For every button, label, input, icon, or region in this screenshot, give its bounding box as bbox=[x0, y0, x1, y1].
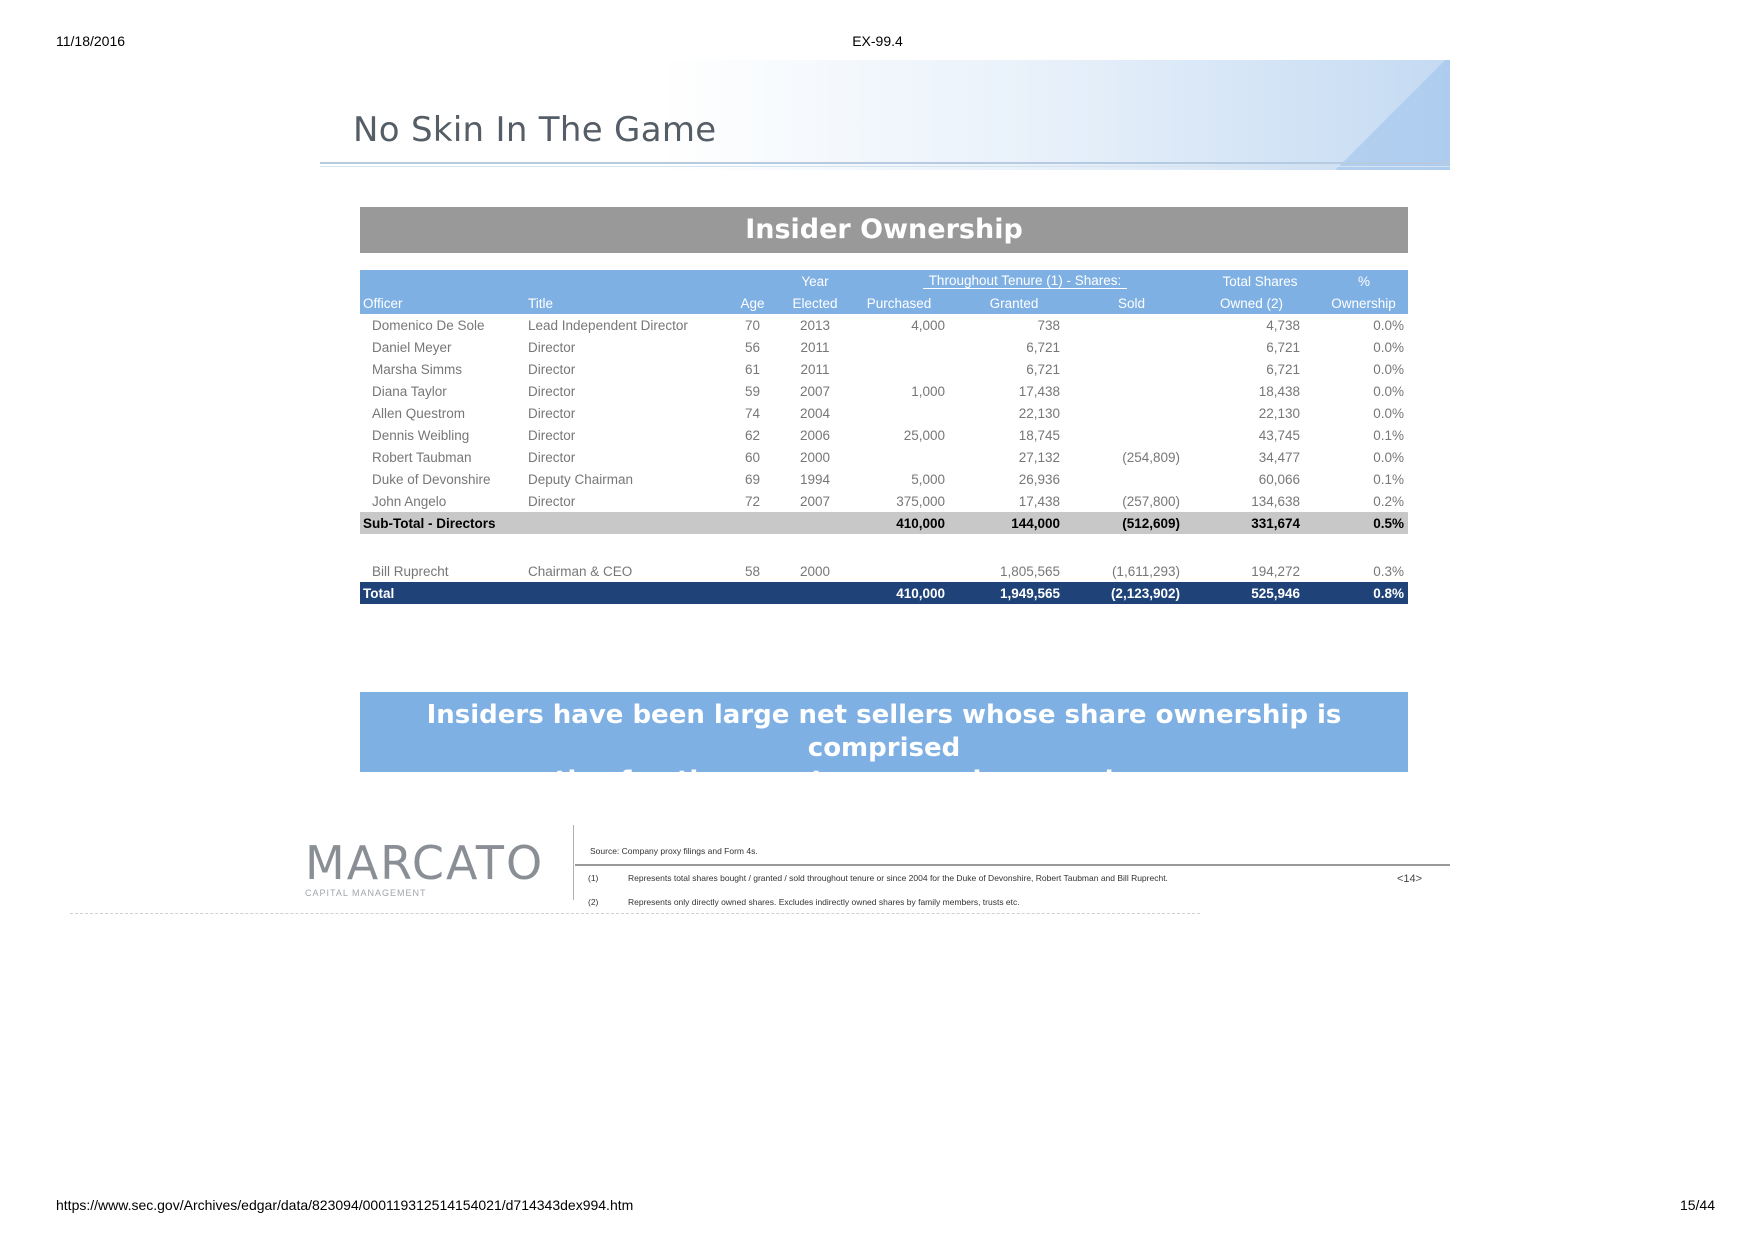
cell-year: 2000 bbox=[799, 449, 831, 465]
header-officer: Officer bbox=[360, 292, 525, 314]
cell-title: Director bbox=[528, 383, 576, 399]
cell-sold: (1,611,293) bbox=[1111, 563, 1180, 579]
cell-age: 61 bbox=[744, 361, 761, 377]
cell-granted: 27,132 bbox=[1018, 449, 1060, 465]
section-title: Insider Ownership bbox=[360, 207, 1408, 253]
cell-pct: 0.0% bbox=[1373, 317, 1404, 333]
title-rule-secondary bbox=[320, 166, 1450, 167]
cell-pct: 0.1% bbox=[1373, 427, 1404, 443]
cell-owned: 4,738 bbox=[1266, 317, 1300, 333]
table-row bbox=[360, 314, 1408, 336]
cell-age: 59 bbox=[744, 383, 761, 399]
header-pct: % bbox=[1320, 270, 1408, 292]
cell-purchased: 1,000 bbox=[911, 383, 945, 399]
cell-granted: 17,438 bbox=[1018, 383, 1060, 399]
ceo-row bbox=[360, 560, 1408, 582]
cell-officer: Robert Taubman bbox=[372, 449, 472, 465]
table-row bbox=[360, 446, 1408, 468]
cell-age: 60 bbox=[744, 449, 761, 465]
logo-name: MARCATO bbox=[305, 836, 545, 890]
footnote-text: Represents total shares bought / granted / sold throughout tenure or since 2004 for the Duke of Devonshire, Robert Taubman and Bill Ruprecht. bbox=[628, 873, 1168, 883]
insider-ownership-table bbox=[360, 270, 1408, 604]
cell-pct: 0.0% bbox=[1373, 339, 1404, 355]
cell-purchased bbox=[850, 336, 965, 358]
table-row bbox=[360, 402, 1408, 424]
callout-box bbox=[360, 692, 1408, 796]
table-row bbox=[360, 490, 1408, 512]
footnote-number: (2) bbox=[588, 897, 599, 907]
cell-title: Deputy Chairman bbox=[528, 471, 634, 487]
cell-pct: 0.3% bbox=[1373, 563, 1404, 579]
cell-year: 2011 bbox=[800, 339, 830, 355]
cell-sold bbox=[1080, 424, 1200, 446]
header-title: Title bbox=[525, 292, 725, 314]
table-header bbox=[360, 292, 1408, 314]
cell-granted: 738 bbox=[1037, 317, 1060, 333]
cell-purchased: 25,000 bbox=[903, 427, 945, 443]
cell-age: 62 bbox=[744, 427, 761, 443]
header-age: Age bbox=[725, 292, 780, 314]
source-note: Source: Company proxy filings and Form 4s. bbox=[590, 846, 758, 856]
cell-granted: 18,745 bbox=[1018, 427, 1060, 443]
header-ownership: Ownership bbox=[1320, 292, 1408, 314]
cell-title: Director bbox=[528, 339, 576, 355]
cell-year: 2011 bbox=[800, 361, 830, 377]
subtotal-owned: 331,674 bbox=[1200, 512, 1320, 534]
print-url: https://www.sec.gov/Archives/edgar/data/823094/000119312514154021/d714343dex994.htm bbox=[56, 1197, 634, 1213]
cell-owned: 134,638 bbox=[1251, 493, 1300, 509]
title-rule bbox=[320, 162, 1450, 164]
cell-officer: John Angelo bbox=[372, 493, 447, 509]
cell-owned: 6,721 bbox=[1266, 361, 1300, 377]
subtotal-row bbox=[360, 512, 1408, 534]
cell-pct: 0.0% bbox=[1373, 361, 1404, 377]
slide-title: No Skin In The Game bbox=[353, 110, 717, 150]
cell-sold bbox=[1080, 314, 1200, 336]
cell-purchased: 4,000 bbox=[911, 317, 945, 333]
cell-age: 56 bbox=[744, 339, 761, 355]
spacer-row bbox=[360, 534, 1408, 560]
print-date: 11/18/2016 bbox=[56, 33, 126, 49]
cell-sold bbox=[1080, 468, 1200, 490]
cell-pct: 0.0% bbox=[1373, 405, 1404, 421]
bottom-divider bbox=[70, 913, 1200, 914]
cell-granted: 17,438 bbox=[1018, 493, 1060, 509]
table-row bbox=[360, 380, 1408, 402]
cell-owned: 22,130 bbox=[1258, 405, 1300, 421]
cell-officer: Marsha Simms bbox=[372, 361, 463, 377]
cell-granted: 26,936 bbox=[1018, 471, 1060, 487]
cell-pct: 0.2% bbox=[1373, 493, 1404, 509]
slide-page-number: <14> bbox=[1397, 873, 1423, 885]
subtotal-pct: 0.5% bbox=[1320, 512, 1408, 534]
subtotal-granted: 144,000 bbox=[965, 512, 1080, 534]
cell-officer: Dennis Weibling bbox=[372, 427, 470, 443]
cell-title: Director bbox=[528, 405, 576, 421]
total-pct: 0.8% bbox=[1320, 582, 1408, 604]
table-row bbox=[360, 424, 1408, 446]
table-row bbox=[360, 336, 1408, 358]
cell-title: Director bbox=[528, 493, 576, 509]
cell-age: 72 bbox=[744, 493, 761, 509]
cell-owned: 60,066 bbox=[1258, 471, 1300, 487]
notes-rule bbox=[575, 864, 1450, 866]
header-year: Year bbox=[780, 270, 850, 292]
cell-officer: Diana Taylor bbox=[372, 383, 447, 399]
print-page-count: 15/44 bbox=[1679, 1197, 1715, 1213]
cell-granted: 1,805,565 bbox=[999, 563, 1060, 579]
cell-officer: Bill Ruprecht bbox=[372, 563, 449, 579]
header-purchased: Purchased bbox=[850, 292, 965, 314]
cell-owned: 18,438 bbox=[1258, 383, 1300, 399]
total-purchased: 410,000 bbox=[850, 582, 965, 604]
subtotal-sold: (512,609) bbox=[1080, 512, 1200, 534]
footnote-1 bbox=[588, 873, 1288, 884]
cell-granted: 6,721 bbox=[1026, 361, 1060, 377]
cell-year: 2007 bbox=[799, 383, 831, 399]
cell-year: 2000 bbox=[799, 563, 831, 579]
cell-year: 2006 bbox=[799, 427, 831, 443]
cell-purchased bbox=[850, 560, 965, 582]
header-sold: Sold bbox=[1080, 292, 1200, 314]
cell-age: 58 bbox=[744, 563, 761, 579]
notes-divider bbox=[573, 825, 574, 900]
table-row bbox=[360, 358, 1408, 380]
callout-line-2: mostly of option grants ➔ no real economic exposure bbox=[494, 766, 1274, 796]
cell-granted: 22,130 bbox=[1018, 405, 1060, 421]
cell-owned: 6,721 bbox=[1266, 339, 1300, 355]
cell-title: Director bbox=[528, 361, 576, 377]
cell-sold bbox=[1080, 358, 1200, 380]
cell-title: Lead Independent Director bbox=[528, 317, 688, 333]
cell-pct: 0.1% bbox=[1373, 471, 1404, 487]
footnote-text: Represents only directly owned shares. Excludes indirectly owned shares by family members, trusts etc. bbox=[628, 897, 1020, 907]
cell-purchased bbox=[850, 446, 965, 468]
cell-owned: 34,477 bbox=[1258, 449, 1300, 465]
cell-granted: 6,721 bbox=[1026, 339, 1060, 355]
footnote-2 bbox=[588, 897, 1288, 908]
cell-officer: Daniel Meyer bbox=[372, 339, 452, 355]
print-doc-title: EX-99.4 bbox=[852, 33, 903, 49]
header-granted: Granted bbox=[965, 292, 1080, 314]
cell-sold: (257,800) bbox=[1122, 493, 1180, 509]
cell-year: 1994 bbox=[799, 471, 831, 487]
logo-subtitle: CAPITAL MANAGEMENT bbox=[305, 888, 427, 898]
subtotal-purchased: 410,000 bbox=[850, 512, 965, 534]
footnote-number: (1) bbox=[588, 873, 599, 883]
cell-pct: 0.0% bbox=[1373, 449, 1404, 465]
total-granted: 1,949,565 bbox=[965, 582, 1080, 604]
cell-sold bbox=[1080, 402, 1200, 424]
slide bbox=[305, 60, 1450, 920]
subtotal-label: Sub-Total - Directors bbox=[360, 512, 850, 534]
cell-owned: 43,745 bbox=[1258, 427, 1300, 443]
cell-pct: 0.0% bbox=[1373, 383, 1404, 399]
callout-line-1: Insiders have been large net sellers whose share ownership is comprised bbox=[426, 700, 1342, 763]
cell-officer: Allen Questrom bbox=[372, 405, 466, 421]
cell-officer: Domenico De Sole bbox=[372, 317, 485, 333]
total-row bbox=[360, 582, 1408, 604]
cell-sold bbox=[1080, 380, 1200, 402]
total-sold: (2,123,902) bbox=[1080, 582, 1200, 604]
cell-sold bbox=[1080, 336, 1200, 358]
marcato-logo bbox=[305, 836, 545, 898]
table-header-top bbox=[360, 270, 1408, 292]
cell-purchased: 375,000 bbox=[896, 493, 945, 509]
cell-age: 69 bbox=[744, 471, 761, 487]
total-label: Total bbox=[360, 582, 850, 604]
header-elected: Elected bbox=[780, 292, 850, 314]
header-owned: Owned (2) bbox=[1200, 292, 1320, 314]
title-decoration bbox=[1330, 60, 1450, 170]
cell-title: Director bbox=[528, 427, 576, 443]
cell-owned: 194,272 bbox=[1251, 563, 1300, 579]
cell-title: Chairman & CEO bbox=[528, 563, 633, 579]
cell-purchased bbox=[850, 402, 965, 424]
cell-age: 70 bbox=[744, 317, 761, 333]
cell-year: 2007 bbox=[799, 493, 831, 509]
header-total-shares: Total Shares bbox=[1200, 270, 1320, 292]
cell-officer: Duke of Devonshire bbox=[372, 471, 491, 487]
total-owned: 525,946 bbox=[1200, 582, 1320, 604]
cell-year: 2013 bbox=[799, 317, 831, 333]
cell-purchased: 5,000 bbox=[911, 471, 945, 487]
table-row bbox=[360, 468, 1408, 490]
cell-age: 74 bbox=[744, 405, 761, 421]
header-tenure: Throughout Tenure (1) - Shares: bbox=[850, 270, 1200, 292]
cell-year: 2004 bbox=[799, 405, 831, 421]
cell-purchased bbox=[850, 358, 965, 380]
cell-sold: (254,809) bbox=[1122, 449, 1180, 465]
cell-title: Director bbox=[528, 449, 576, 465]
